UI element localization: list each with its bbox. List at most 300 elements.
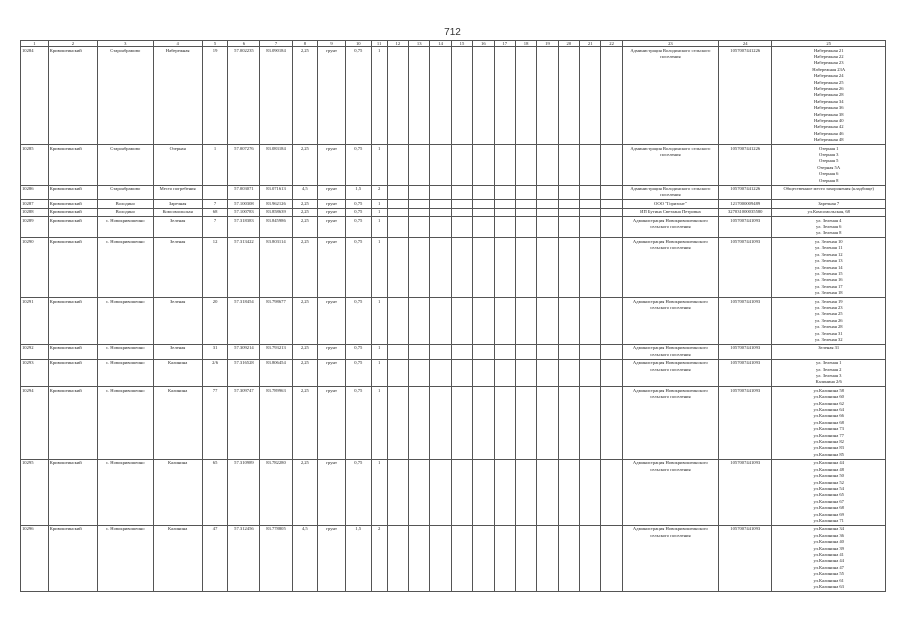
street-cell: Калинина (153, 459, 202, 525)
table-row (21, 238, 886, 298)
record-number: 10295 (21, 459, 49, 525)
column-number: 21 (580, 41, 601, 47)
empty-cell (558, 185, 579, 200)
volume-cell: 0,75 (345, 47, 371, 145)
house-cell (202, 185, 228, 200)
empty-cell (558, 525, 579, 591)
surface-cell: грунт (318, 185, 346, 200)
area-cell: 2,25 (292, 200, 318, 208)
empty-cell (473, 200, 494, 208)
empty-cell (580, 238, 601, 298)
address-line: ул.Калинина 77 (813, 432, 844, 438)
empty-cell (537, 217, 558, 238)
table-row (21, 217, 886, 238)
column-number: 2 (48, 41, 97, 47)
address-line: Озерная 3 (818, 152, 839, 157)
empty-cell (451, 200, 472, 208)
surface-cell: грунт (318, 47, 346, 145)
empty-cell (473, 47, 494, 145)
address-line: ул.Калинина 82 (813, 439, 844, 445)
table-row (21, 298, 886, 345)
empty-cell (494, 185, 515, 200)
surface-cell: грунт (318, 217, 346, 238)
container-count-cell: 1 (371, 298, 387, 345)
address-line: ул.Калинина 71 (813, 517, 844, 523)
area-cell: 2,25 (292, 344, 318, 359)
area-cell: 4,5 (292, 525, 318, 591)
empty-cell (430, 344, 451, 359)
address-line: ул.Калинина 73 (813, 426, 844, 432)
column-number: 16 (473, 41, 494, 47)
address-line: ул.Калинина 62 (813, 400, 844, 406)
street-cell: Набережная (153, 47, 202, 145)
address-line: Набережная 28 (813, 92, 844, 98)
area-cell: 4,5 (292, 185, 318, 200)
longitude-cell: 83.858639 (260, 208, 292, 216)
empty-cell (494, 217, 515, 238)
volume-cell: 0,75 (345, 298, 371, 345)
record-number: 10284 (21, 47, 49, 145)
empty-cell (601, 359, 622, 387)
longitude-cell: 83.806454 (260, 359, 292, 387)
owner-cell: Администрация Новокривошеинского сельского поселения (622, 298, 718, 345)
ogrn-cell: 1057007441093 (719, 298, 772, 345)
column-number: 20 (558, 41, 579, 47)
empty-cell (387, 217, 408, 238)
longitude-cell: 83.803114 (260, 238, 292, 298)
table-row (21, 344, 886, 359)
empty-cell (409, 47, 430, 145)
container-count-cell: 1 (371, 200, 387, 208)
empty-cell (537, 47, 558, 145)
empty-cell (494, 298, 515, 345)
empty-cell (473, 145, 494, 185)
locality-cell: Староабрамово (97, 185, 153, 200)
column-number: 11 (371, 41, 387, 47)
empty-cell (430, 185, 451, 200)
empty-cell (515, 298, 536, 345)
address-line: Набережная 42 (813, 124, 844, 130)
empty-cell (580, 344, 601, 359)
table-row (21, 145, 886, 185)
column-number: 1 (21, 41, 49, 47)
longitude-cell: 83.083184 (260, 145, 292, 185)
empty-cell (494, 200, 515, 208)
empty-cell (451, 238, 472, 298)
empty-cell (537, 185, 558, 200)
empty-cell (451, 298, 472, 345)
addresses-cell (772, 387, 886, 459)
empty-cell (473, 359, 494, 387)
house-cell: 65 (202, 459, 228, 525)
address-line: ул. Зеленая 2 (816, 366, 842, 372)
ogrn-cell: 327031000035580 (719, 208, 772, 216)
empty-cell (451, 459, 472, 525)
latitude-cell: 57.309747 (228, 387, 260, 459)
district-cell: Кривошеинский (48, 200, 97, 208)
empty-cell (580, 145, 601, 185)
owner-cell: ООО "Горизонт" (622, 200, 718, 208)
empty-cell (515, 185, 536, 200)
address-line: Набережная 23А (812, 66, 846, 72)
ogrn-cell: 1057007441093 (719, 387, 772, 459)
address-line: Озерная 5 (818, 158, 839, 164)
address-line: ул.Калинина 60 (813, 394, 844, 400)
ogrn-cell: 1057007441093 (719, 359, 772, 387)
empty-cell (430, 298, 451, 345)
surface-cell: грунт (318, 200, 346, 208)
empty-cell (494, 344, 515, 359)
address-line: Набережная 36 (813, 105, 844, 111)
address-line: Набережная 22 (813, 53, 844, 59)
street-cell: Зеленая (153, 238, 202, 298)
empty-cell (515, 387, 536, 459)
latitude-cell: 57.318383 (228, 217, 260, 238)
surface-cell: грунт (318, 387, 346, 459)
address-line: ул. Зеленая 8 (816, 230, 842, 236)
empty-cell (494, 238, 515, 298)
empty-cell (580, 359, 601, 387)
table-row (21, 387, 886, 459)
empty-cell (430, 217, 451, 238)
empty-cell (387, 145, 408, 185)
address-line: ул.Калинина 39 (813, 545, 844, 551)
container-count-cell: 2 (371, 525, 387, 591)
empty-cell (451, 344, 472, 359)
latitude-cell: 57.313422 (228, 238, 260, 298)
empty-cell (494, 47, 515, 145)
empty-cell (580, 525, 601, 591)
empty-cell (515, 459, 536, 525)
empty-cell (494, 145, 515, 185)
address-line: Озерная 5А (817, 164, 841, 170)
address-line: Общественное место захоронения (кладбище) (783, 186, 874, 192)
latitude-cell: 57.309214 (228, 344, 260, 359)
address-line: ул.Калинина 68 (813, 505, 844, 511)
district-cell: Кривошеинский (48, 344, 97, 359)
empty-cell (558, 298, 579, 345)
empty-cell (473, 217, 494, 238)
empty-cell (409, 387, 430, 459)
address-line: ул.Калинина 44 (813, 558, 844, 564)
empty-cell (580, 200, 601, 208)
address-line: Набережная 38 (813, 111, 844, 117)
address-line: ул. Зеленая 15 (814, 270, 843, 276)
ogrn-cell: 1057007441093 (719, 459, 772, 525)
address-line: ул. Зеленая 13 (814, 258, 843, 264)
volume-cell: 1,5 (345, 185, 371, 200)
address-line: Набережная 23 (813, 60, 844, 66)
owner-cell: Администрация Новокривошеинского сельского поселения (622, 344, 718, 359)
street-cell: Калинина (153, 525, 202, 591)
locality-cell: с. Новокривошеино (97, 459, 153, 525)
ogrn-cell: 1057007441093 (719, 217, 772, 238)
area-cell: 2,25 (292, 387, 318, 459)
container-count-cell: 1 (371, 344, 387, 359)
column-number: 15 (451, 41, 472, 47)
empty-cell (537, 459, 558, 525)
address-line: ул. Зеленая 11 (814, 245, 843, 251)
record-number: 10286 (21, 185, 49, 200)
empty-cell (409, 298, 430, 345)
owner-cell: ИП Бутина Светлана Петровна (622, 208, 718, 216)
address-line: Набережная 24 (813, 73, 844, 79)
area-cell: 2,25 (292, 359, 318, 387)
empty-cell (409, 344, 430, 359)
latitude-cell: 57.310989 (228, 459, 260, 525)
table-body (21, 47, 886, 592)
volume-cell: 0,75 (345, 200, 371, 208)
empty-cell (558, 47, 579, 145)
container-count-cell: 1 (371, 217, 387, 238)
owner-cell: Администрация Володинского сельского поселения (622, 47, 718, 145)
house-cell: 12 (202, 238, 228, 298)
address-line: ул. Зеленая 19 (814, 298, 843, 304)
longitude-cell: 83.798677 (260, 298, 292, 345)
container-count-cell: 2 (371, 185, 387, 200)
empty-cell (580, 387, 601, 459)
volume-cell: 0,75 (345, 459, 371, 525)
house-cell: 77 (202, 387, 228, 459)
column-number: 3 (97, 41, 153, 47)
record-number: 10287 (21, 200, 49, 208)
empty-cell (451, 185, 472, 200)
surface-cell: грунт (318, 238, 346, 298)
district-cell: Кривошеинский (48, 145, 97, 185)
empty-cell (601, 238, 622, 298)
ogrn-cell: 1057007441226 (719, 47, 772, 145)
surface-cell: грунт (318, 525, 346, 591)
column-number: 12 (387, 41, 408, 47)
district-cell: Кривошеинский (48, 217, 97, 238)
table-row (21, 525, 886, 591)
address-line: ул. Зеленая 6 (816, 224, 842, 230)
address-line: ул.Калинина 52 (813, 479, 844, 485)
surface-cell: грунт (318, 208, 346, 216)
address-line: Озерная 8 (818, 177, 839, 183)
district-cell: Кривошеинский (48, 387, 97, 459)
empty-cell (558, 344, 579, 359)
house-cell: 1 (202, 145, 228, 185)
latitude-cell: 57.002235 (228, 47, 260, 145)
column-number: 25 (772, 41, 886, 47)
empty-cell (537, 359, 558, 387)
district-cell: Кривошеинский (48, 525, 97, 591)
locality-cell: Володино (97, 200, 153, 208)
area-cell: 2,25 (292, 47, 318, 145)
record-number: 10291 (21, 298, 49, 345)
address-line: ул. Зеленая 23 (814, 304, 843, 310)
addresses-cell (772, 47, 886, 145)
table-row (21, 208, 886, 216)
address-line: ул.Калинина 83 (813, 445, 844, 451)
empty-cell (430, 359, 451, 387)
area-cell: 2,25 (292, 145, 318, 185)
empty-cell (430, 525, 451, 591)
empty-cell (558, 145, 579, 185)
district-cell: Кривошеинский (48, 459, 97, 525)
empty-cell (387, 200, 408, 208)
street-cell: Заречная (153, 200, 202, 208)
empty-cell (580, 47, 601, 145)
longitude-cell: 83.071613 (260, 185, 292, 200)
address-line: ул. Зеленая 26 (814, 317, 843, 323)
empty-cell (451, 217, 472, 238)
locality-cell: с. Новокривошеино (97, 359, 153, 387)
longitude-cell: 83.789963 (260, 387, 292, 459)
table-row (21, 200, 886, 208)
record-number: 10294 (21, 387, 49, 459)
owner-cell: Администрация Новокривошеинского сельского поселения (622, 387, 718, 459)
registry-table (20, 40, 886, 592)
empty-cell (409, 459, 430, 525)
empty-cell (430, 238, 451, 298)
house-cell: 7 (202, 200, 228, 208)
address-line: Набережная 25 (813, 79, 844, 85)
empty-cell (473, 387, 494, 459)
empty-cell (601, 208, 622, 216)
container-count-cell: 1 (371, 208, 387, 216)
column-number: 5 (202, 41, 228, 47)
empty-cell (430, 459, 451, 525)
owner-cell: Администрация Новокривошеинского сельского поселения (622, 217, 718, 238)
locality-cell: с. Новокривошеино (97, 298, 153, 345)
empty-cell (558, 200, 579, 208)
street-cell: Зеленая (153, 344, 202, 359)
empty-cell (387, 208, 408, 216)
house-cell: 20 (202, 298, 228, 345)
address-line: ул.Калинина 47 (813, 564, 844, 570)
owner-cell: Администрация Володинского сельского поселения (622, 185, 718, 200)
empty-cell (558, 359, 579, 387)
owner-cell: Администрация Новокривошеинского сельского поселения (622, 459, 718, 525)
empty-cell (601, 185, 622, 200)
address-line: ул. Зеленая 10 (814, 238, 843, 244)
addresses-cell (772, 298, 886, 345)
address-line: ул.Калинина 36 (813, 532, 844, 538)
ogrn-cell: 1057007441226 (719, 145, 772, 185)
container-count-cell: 1 (371, 238, 387, 298)
address-line: ул.Калинина 66 (813, 413, 844, 419)
volume-cell: 0,75 (345, 359, 371, 387)
column-number: 6 (228, 41, 260, 47)
volume-cell: 0,75 (345, 344, 371, 359)
address-line: ул. Зеленая 4 (816, 217, 842, 223)
address-line: ул.Калинина 54 (813, 485, 844, 491)
owner-cell: Администрация Новокривошеинского сельского поселения (622, 238, 718, 298)
empty-cell (580, 185, 601, 200)
empty-cell (601, 387, 622, 459)
empty-cell (494, 359, 515, 387)
empty-cell (601, 47, 622, 145)
street-cell: Зеленая (153, 298, 202, 345)
address-line: Озерная 6 (818, 171, 839, 177)
owner-cell: Администрация Володинского сельского поселения (622, 145, 718, 185)
column-number: 19 (537, 41, 558, 47)
locality-cell: с. Новокривошеино (97, 217, 153, 238)
column-number: 14 (430, 41, 451, 47)
volume-cell: 0,75 (345, 217, 371, 238)
locality-cell: Володино (97, 208, 153, 216)
empty-cell (601, 298, 622, 345)
address-line: ул. Зеленая 1 (816, 360, 842, 366)
column-number: 18 (515, 41, 536, 47)
empty-cell (537, 525, 558, 591)
empty-cell (515, 47, 536, 145)
empty-cell (387, 238, 408, 298)
address-line: ул.Калинина 67 (813, 498, 844, 504)
empty-cell (515, 200, 536, 208)
container-count-cell: 1 (371, 387, 387, 459)
column-number: 13 (409, 41, 430, 47)
address-line: ул. Зеленая 14 (814, 264, 843, 270)
house-cell: 2/6 (202, 359, 228, 387)
surface-cell: грунт (318, 359, 346, 387)
container-count-cell: 1 (371, 359, 387, 387)
empty-cell (601, 217, 622, 238)
district-cell: Кривошеинский (48, 185, 97, 200)
address-line: Набережная 48 (813, 137, 844, 143)
latitude-cell: 57.003071 (228, 185, 260, 200)
column-number: 10 (345, 41, 371, 47)
empty-cell (409, 359, 430, 387)
empty-cell (515, 208, 536, 216)
district-cell: Кривошеинский (48, 208, 97, 216)
record-number: 10290 (21, 238, 49, 298)
empty-cell (494, 459, 515, 525)
empty-cell (430, 47, 451, 145)
area-cell: 2,25 (292, 459, 318, 525)
empty-cell (451, 387, 472, 459)
addresses-cell (772, 344, 886, 359)
ogrn-cell: 1057007441226 (719, 185, 772, 200)
surface-cell: грунт (318, 145, 346, 185)
column-number: 8 (292, 41, 318, 47)
empty-cell (409, 145, 430, 185)
ogrn-cell: 1057007441093 (719, 238, 772, 298)
record-number: 10288 (21, 208, 49, 216)
address-line: ул. Зеленая 16 (814, 277, 843, 283)
latitude-cell: 57.316528 (228, 359, 260, 387)
area-cell: 2,25 (292, 298, 318, 345)
address-line: Набережная 34 (813, 98, 844, 104)
empty-cell (430, 208, 451, 216)
empty-cell (601, 200, 622, 208)
addresses-cell (772, 200, 886, 208)
empty-cell (515, 359, 536, 387)
empty-cell (515, 217, 536, 238)
locality-cell: Староабрамово (97, 47, 153, 145)
addresses-cell (772, 359, 886, 387)
empty-cell (580, 208, 601, 216)
street-cell: Место погребения (153, 185, 202, 200)
empty-cell (473, 298, 494, 345)
area-cell: 2,25 (292, 217, 318, 238)
empty-cell (387, 459, 408, 525)
address-line: ул.Калинина 58 (813, 387, 844, 393)
empty-cell (473, 238, 494, 298)
address-line: Заречная 7 (818, 200, 840, 206)
empty-cell (451, 47, 472, 145)
owner-cell: Администрация Новокривошеинского сельского поселения (622, 359, 718, 387)
longitude-cell: 83.782280 (260, 459, 292, 525)
empty-cell (601, 459, 622, 525)
column-number: 22 (601, 41, 622, 47)
address-line: ул.Калинина 50 (813, 473, 844, 479)
empty-cell (537, 200, 558, 208)
volume-cell: 0,75 (345, 238, 371, 298)
address-line: ул.Калинина 41 (813, 551, 844, 557)
